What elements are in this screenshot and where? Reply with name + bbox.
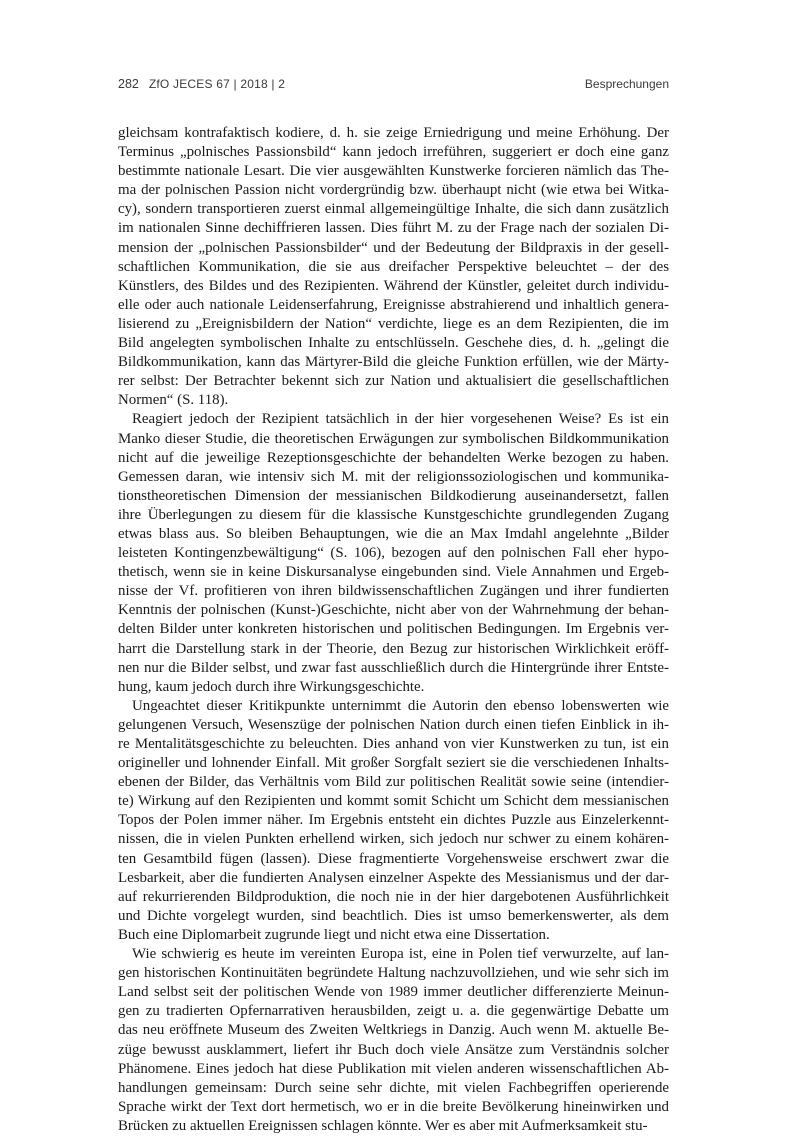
text-line: te) Wirkung auf den Rezipienten und kommt somit Schicht um Schicht dem messianischen xyxy=(118,793,669,810)
text-line: delten Bilder unter konkreten historischen und politischen Bedingungen. Im Ergebnis ver- xyxy=(118,621,669,638)
text-line: nen nur die Bilder selbst, und zwar fast ausschließlich durch die Hintergründe ihrer Entste- xyxy=(118,659,669,676)
text-line: Gemessen daran, wie intensiv sich M. mit der religionssoziologischen und kommunika- xyxy=(118,468,669,485)
text-line: rer selbst: Der Betrachter bekennt sich zur Nation und aktualisiert die gesellschaftlichen xyxy=(118,373,669,390)
text-line: lisierend zu „Ereignisbildern der Nation“ verdichte, liege es an dem Rezipienten, die im xyxy=(118,315,669,332)
text-line: thetisch, wenn sie in keine Diskursanalyse eingebunden sind. Viele Annahmen und Ergeb- xyxy=(118,564,669,581)
text-line: schaftlichen Kommunikation, die sie aus dreifacher Perspektive beleuchtet – der des xyxy=(118,258,669,275)
paragraph xyxy=(118,945,669,1136)
text-line: Bild angelegten symbolischen Inhalte zu entschlüsseln. Geschehe dies, d. h. „gelingt die xyxy=(118,335,669,352)
text-line: mension der „polnischen Passionsbilder“ und der Bedeutung der Bildpraxis in der gesell- xyxy=(118,239,669,256)
text-line: gen zu tradierten Opfernarrativen herausbilden, zeigt u. a. die gegenwärtige Debatte um xyxy=(118,1003,669,1020)
text-line: Terminus „polnisches Passionsbild“ kann jedoch irreführen, suggeriert er doch eine ganz xyxy=(118,144,669,161)
text-line: im nationalen Sinne dechiffrieren lassen. Dies führt M. zu der Frage nach der sozialen Di- xyxy=(118,220,669,237)
text-line: Bildkommunikation, kann das Märtyrer-Bild die gleiche Funktion erfüllen, wie der Märty- xyxy=(118,354,669,371)
text-line: nicht auf die jeweilige Rezeptionsgeschichte der behandelten Werke bezogen zu haben. xyxy=(118,449,669,466)
text-line: Manko dieser Studie, die theoretischen Erwägungen zur symbolischen Bildkommunikation xyxy=(118,430,669,447)
section-name: Besprechungen xyxy=(584,77,669,91)
text-line: Buch eine Diplomarbeit zugrunde liegt und nicht etwa eine Dissertation. xyxy=(118,926,550,943)
text-line: züge bewusst ausklammert, liefert ihr Buch doch viele Ansätze zum Verständnis solcher xyxy=(118,1041,669,1058)
text-line: auf rekurrierenden Bildproduktion, die noch nie in der hier dargebotenen Ausführlichkeit xyxy=(118,888,669,905)
text-line: ebenen der Bilder, das Verhältnis vom Bild zur politischen Realität sowie seine (intendier- xyxy=(118,774,669,791)
text-line: Lesbarkeit, aber die fundierten Analysen einzelner Aspekte des Messianismus und der dar- xyxy=(118,869,669,886)
text-line: origineller und lohnender Einfall. Mit großer Sorgfalt seziert sie die verschiedenen Inhalts- xyxy=(118,755,669,772)
text-line: Phänomene. Eines jedoch hat diese Publikation mit vielen anderen wissenschaftlichen Ab- xyxy=(118,1060,669,1077)
text-line: Topos der Polen immer näher. Im Ergebnis entsteht ein dichtes Puzzle aus Einzelerkennt- xyxy=(118,812,669,829)
text-line: leisteten Kontingenzbewältigung“ (S. 106), bezogen auf den polnischen Fall eher hypo- xyxy=(118,545,669,562)
text-line: und Dichte vorgelegt wurden, sind beachtlich. Dies ist umso bemerkenswerter, als dem xyxy=(118,907,669,924)
text-line: gleichsam kontrafaktisch kodiere, d. h. sie zeige Erniedrigung und meine Erhöhung. Der xyxy=(118,125,669,141)
text-line: gen historischen Kontinuitäten begründete Haltung nachzuvollziehen, und wie sehr sich im xyxy=(118,965,669,982)
text-line: Künstlers, des Bildes und des Rezipienten. Während der Künstler, geleitet durch individu- xyxy=(118,277,669,294)
text-line: Sprache wirkt der Text dort hermetisch, wo er in die breite Bevölkerung hineinwirken und xyxy=(118,1098,669,1115)
text-line: bestimmte nationale Lesart. Die vier ausgewählten Kunstwerke forcieren nämlich das The- xyxy=(118,163,669,180)
text-line: das neu eröffnete Museum des Zweiten Weltkriegs in Danzig. Auch wenn M. aktuelle Be- xyxy=(118,1022,669,1039)
text-line: etwas blass aus. So bleiben Behauptungen, wie die an Max Imdahl angelehnte „Bilder xyxy=(118,525,669,542)
paragraph xyxy=(118,697,669,945)
page-number: 282 xyxy=(118,77,139,91)
text-line: ma der polnischen Passion nicht vordergründig bzw. überhaupt nicht (wie etwa bei Witka- xyxy=(118,182,669,199)
text-line: nisse der Vf. profitieren von ihren bildwissenschaftlichen Zugängen und ihrer fundierten xyxy=(118,583,669,600)
body-text xyxy=(118,124,669,1136)
running-header xyxy=(118,77,669,91)
text-line: ten Gesamtbild fügen (lassen). Diese fragmentierte Vorgehensweise erschwert zwar die xyxy=(118,850,669,867)
text-line: tionstheoretischen Dimension der messianischen Bildkodierung auseinandersetzt, fallen xyxy=(118,487,669,504)
text-line: handlungen gemeinsam: Durch seine sehr dichte, mit vielen Fachbegriffen operierende xyxy=(118,1079,669,1096)
text-line: hung, kaum jedoch durch ihre Wirkungsgeschichte. xyxy=(118,678,425,695)
text-line: cy), sondern transportieren zuerst einmal allgemeingültige Inhalte, die sich dann zusätzlich xyxy=(118,201,669,218)
text-line: gelungenen Versuch, Wesenszüge der polnischen Nation durch einen tiefen Einblick in ih- xyxy=(118,716,669,733)
paragraph xyxy=(118,124,669,410)
journal-title: ZfO JECES 67 | 2018 | 2 xyxy=(148,77,286,91)
text-line: re Mentalitätsgeschichte zu beleuchten. Dies anhand von vier Kunstwerken zu tun, ist ein xyxy=(118,736,669,752)
text-line: elle oder auch nationale Leidenserfahrung, Ereignisse abstrahierend und inhaltlich genera- xyxy=(118,296,669,313)
text-line: Ungeachtet dieser Kritikpunkte unternimmt die Autorin den ebenso lobenswerten wie xyxy=(132,697,669,714)
text-line: harrt die Darstellung stark in der Theorie, den Bezug zur historischen Wirklichkeit eröff- xyxy=(118,640,669,657)
paragraph xyxy=(118,410,669,696)
text-line: ihre Überlegungen zu diesem für die klassische Kunstgeschichte grundlegenden Zugang xyxy=(118,506,669,523)
text-line: Normen“ (S. 118). xyxy=(118,392,229,409)
text-line: Land selbst seit der politischen Wende von 1989 immer deutlicher differenzierte Meinun- xyxy=(118,984,669,1001)
text-line: Brücken zu aktuellen Ereignissen schlagen könnte. Wer es aber mit Aufmerksamkeit stu- xyxy=(118,1117,648,1134)
text-line: Wie schwierig es heute im vereinten Europa ist, eine in Polen tief verwurzelte, auf lan- xyxy=(132,946,669,963)
text-line: Reagiert jedoch der Rezipient tatsächlich in der hier vorgesehenen Weise? Es ist ein xyxy=(132,411,669,428)
text-line: nissen, die in vielen Punkten erhellend wirken, sich jedoch nur schwer zu einem kohären- xyxy=(118,831,669,848)
header-left xyxy=(118,77,285,91)
text-line: Kenntnis der polnischen (Kunst-)Geschichte, nicht aber von der Wahrnehmung der behan- xyxy=(118,602,669,619)
